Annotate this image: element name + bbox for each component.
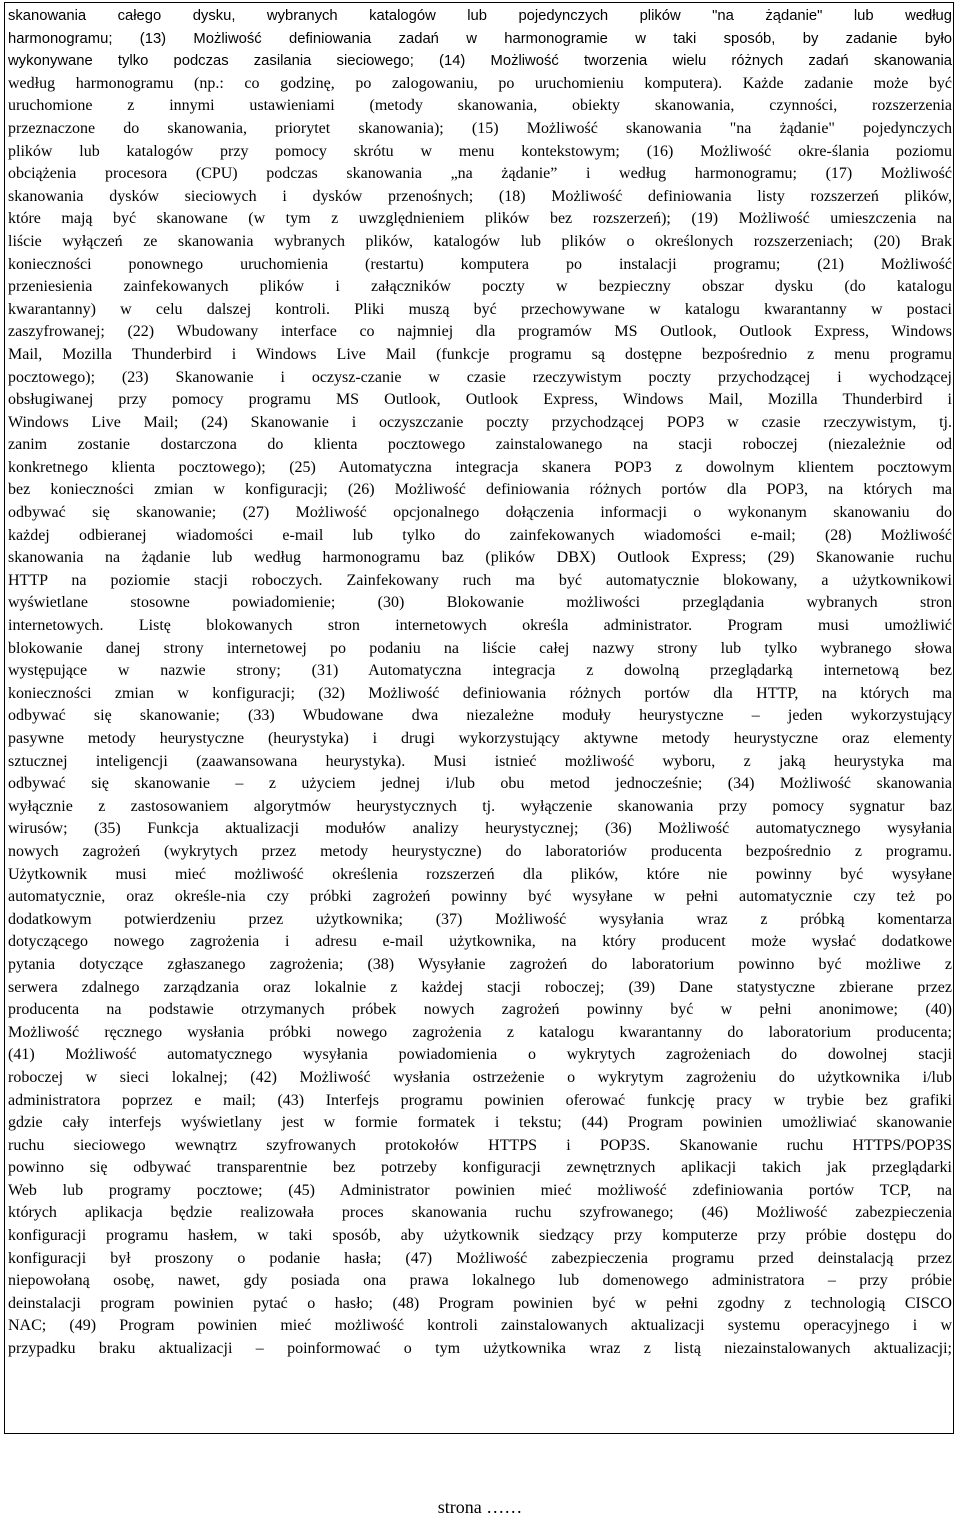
text-line: roboczej w sieci lokalnej; (42) Możliwość wysłania ostrzeżenie o wykrytym zagrożeniu do użytkownika i/lub [8, 1068, 952, 1086]
text-line: HTTP na poziomie stacji roboczych. Zainfekowany ruch ma być automatycznie blokowany, a użytkownikowi [8, 571, 952, 589]
text-line: powinno się odbywać transparentnie bez potrzeby konfiguracji zewnętrznych aplikacji takich jak przeglądarki [8, 1159, 952, 1177]
text-line: odbywać się skanowanie – z użyciem jednej i/lub obu metod jednocześnie; (34) Możliwość skanowania [8, 775, 952, 793]
text-line: przeznaczone do skanowania, priorytet skanowania); (15) Możliwość skanowania "na żądanie" pojedynczych [8, 119, 952, 137]
text-line: producenta na podstawie otrzymanych próbek nowych zagrożeń powinny być w pełni anonimowe; (40) [8, 1001, 952, 1019]
text-line: plików lub katalogów przy pomocy skrótu w menu kontekstowym; (16) Możliwość okre-ślania poziomu [8, 142, 952, 160]
text-line: administratora poprzez e mail; (43) Interfejs programu powinien oferować funkcję pracy w trybie bez grafiki [8, 1091, 952, 1109]
text-line: deinstalacji program powinien pytać o hasło; (48) Program powinien być w pełni zgodny z technologią CISCO [8, 1294, 952, 1312]
text-line: niepowołaną osobę, nawet, gdy posiada ona prawa lokalnego lub domenowego administratora – przy próbie [8, 1272, 952, 1290]
text-line: harmonogramu; (13) Możliwość definiowania zadań w harmonogramie w taki sposób, by zadanie było [8, 30, 952, 47]
text-line: dotyczącego nowego zagrożenia i adresu e-mail użytkownika, na który producent może wysłać dodatkowe [8, 933, 952, 951]
text-line: wirusów; (35) Funkcja aktualizacji modułów analizy heurystycznej; (36) Możliwość automatycznego wysyłania [8, 820, 952, 838]
text-line: skanowania całego dysku, wybranych katalogów lub pojedynczych plików "na żądanie" lub według [8, 8, 952, 24]
text-line: blokowanie danej strony internetowej po podaniu na liście całej nazwy strony lub tylko wybranego słowa [8, 639, 952, 657]
text-line: pocztowego); (23) Skanowanie i oczysz-czanie w czasie rzeczywistym poczty przychodzącej i wychodzącej [8, 368, 952, 386]
text-line: Windows Live Mail; (24) Skanowanie i oczyszczanie poczty przychodzącej POP3 w czasie rzeczywistym, tj. [8, 413, 952, 431]
text-line: konieczności zmian w konfiguracji; (32) Możliwość definiowania różnych portów dla HTTP, na których ma [8, 684, 952, 702]
text-line: wyświetlane stosowne powiadomienie; (30) Blokowanie możliwości przeglądania wybranych stron [8, 594, 952, 612]
text-line: gdzie cały interfejs wyświetlany jest w formie formatek i tekstu; (44) Program powinien umożliwiać skanowanie [8, 1114, 952, 1132]
text-frame [4, 2, 954, 1434]
body-text [8, 5, 952, 1361]
text-line: skanowania na żądanie lub według harmonogramu baz (plików DBX) Outlook Express; (29) Skanowanie ruchu [8, 549, 952, 567]
text-line: każdej odbieranej wiadomości e-mail lub tylko do zainfekowanych wiadomości e-mail; (28) Możliwość [8, 526, 952, 544]
text-line: skanowania dysków sieciowych i dysków przenośnych; (18) Możliwość definiowania listy rozszerzeń plików, [8, 187, 952, 205]
text-line: pasywne metody heurystyczne (heurystyka) i drugi wykorzystujący aktywne metody heurystyczne oraz elementy [8, 730, 952, 747]
text-line: Mail, Mozilla Thunderbird i Windows Live Mail (funkcje programu są dostępne bezpośrednio z menu programu [8, 345, 952, 363]
text-line: występujące w nazwie strony; (31) Automatyczna integracja z dowolną przeglądarką internetową bez [8, 662, 952, 680]
text-line: obciążenia procesora (CPU) podczas skanowania „na żądanie” i według harmonogramu; (17) Możliwość [8, 165, 952, 183]
text-line: wykonywane tylko podczas zasilania sieciowego; (14) Możliwość tworzenia wielu różnych zadań skanowania [8, 53, 952, 70]
text-line: serwera zdalnego zarządzania oraz lokalnie z każdej stacji roboczej; (39) Dane statystyczne zbierane przez [8, 978, 952, 996]
text-line: liście wyłączeń ze skanowania wybranych plików, katalogów lub plików o określonych rozszerzeniach; (20) Brak [8, 232, 952, 250]
text-line: ruchu sieciowego wewnątrz szyfrowanych protokołów HTTPS i POP3S. Skanowanie ruchu HTTPS/POP3S [8, 1136, 952, 1154]
text-line: kwarantanny) w celu dalszej kontroli. Pliki muszą być przechowywane w katalogu kwarantanny w postaci [8, 300, 952, 318]
text-line: dodatkowym potwierdzeniu przez użytkownika; (37) Możliwość wysyłania wraz z próbką komentarza [8, 910, 952, 928]
text-line: konfiguracji był proszony o podanie hasła; (47) Możliwość zabezpieczenia programu przed deinstalacją przez [8, 1249, 952, 1267]
text-line: Możliwość ręcznego wysłania próbki nowego zagrożenia z katalogu kwarantanny do laboratorium producenta; [8, 1023, 952, 1041]
text-line: (41) Możliwość automatycznego wysyłania powiadomienia o wykrytych zagrożeniach do dowolnej stacji [8, 1046, 952, 1064]
text-line: konfiguracji programu hasłem, w taki sposób, aby użytkownik siedzący przy komputerze przy próbie dostępu do [8, 1227, 952, 1245]
text-line: pytania dotyczące zgłaszanego zagrożenia; (38) Wysyłanie zagrożeń do laboratorium powinno być możliwe z [8, 955, 952, 973]
text-line: przypadku braku aktualizacji – poinformować o tym użytkownika wraz z listą niezainstalowanych aktualizacji; [8, 1340, 952, 1358]
text-line: uruchomione z innymi ustawieniami (metody skanowania, obiekty skanowania, czynności, rozszerzenia [8, 97, 952, 115]
text-line: internetowych. Listę blokowanych stron internetowych określa administrator. Program musi umożliwić [8, 617, 952, 635]
text-line: NAC; (49) Program powinien mieć możliwość kontroli zainstalowanych aktualizacji systemu operacyjnego i w [8, 1317, 952, 1335]
text-line: wyłącznie z zastosowaniem algorytmów heurystycznych tj. wyłączenie skanowania przy pomocy sygnatur baz [8, 797, 952, 815]
text-line: odbywać się skanowanie; (27) Możliwość opcjonalnego dołączenia informacji o wykonanym skanowaniu do [8, 504, 952, 522]
text-line: konieczności ponownego uruchomienia (restartu) komputera po instalacji programu; (21) Możliwość [8, 255, 952, 273]
text-line: odbywać się skanowanie; (33) Wbudowane dwa niezależne moduły heurystyczne – jeden wykorzystujący [8, 707, 952, 725]
page-footer: strona …… [437, 1497, 523, 1517]
text-line: Użytkownik musi mieć możliwość określenia rozszerzeń dla plików, które nie powinny być wysyłane [8, 865, 952, 883]
text-line: Web lub programy pocztowe; (45) Administrator powinien mieć możliwość zdefiniowania portów TCP, na [8, 1181, 952, 1199]
text-line: nowych zagrożeń (wykrytych przez metody heurystyczne) do laboratoriów producenta bezpośrednio z programu. [8, 842, 952, 860]
text-line: sztucznej inteligencji (zaawansowana heurystyka). Musi istnieć możliwość wyboru, z jaką heurystyka ma [8, 752, 952, 770]
text-line: konkretnego klienta pocztowego); (25) Automatyczna integracja skanera POP3 z dowolnym klientem pocztowym [8, 458, 952, 476]
text-line: które mają być skanowane (w tym z uwzględnieniem plików bez rozszerzeń); (19) Możliwość umieszczenia na [8, 210, 952, 228]
text-line: automatycznie, oraz określe-nia czy próbki zagrożeń powinny być wysyłane w pełni automatycznie czy też po [8, 888, 952, 906]
text-line: według harmonogramu (np.: co godzinę, po zalogowaniu, po uruchomieniu komputera). Każde zadanie może być [8, 74, 952, 92]
text-line: zanim zostanie dostarczona do klienta pocztowego zainstalowanego na stacji roboczej (niezależnie od [8, 436, 952, 454]
text-line: bez konieczności zmian w konfiguracji; (26) Możliwość definiowania różnych portów dla POP3, na których ma [8, 481, 952, 499]
text-line: zaszyfrowanej; (22) Wbudowany interface co najmniej dla programów MS Outlook, Outlook Express, Windows [8, 323, 952, 341]
text-line: których aplikacja będzie realizowała proces skanowania ruchu szyfrowanego; (46) Możliwość zabezpieczenia [8, 1204, 952, 1222]
text-line: przeniesienia zainfekowanych plików i załączników poczty w bezpieczny obszar dysku (do katalogu [8, 278, 952, 296]
text-line: obsługiwanej przy pomocy programu MS Outlook, Outlook Express, Windows Mail, Mozilla Thunderbird i [8, 391, 952, 409]
